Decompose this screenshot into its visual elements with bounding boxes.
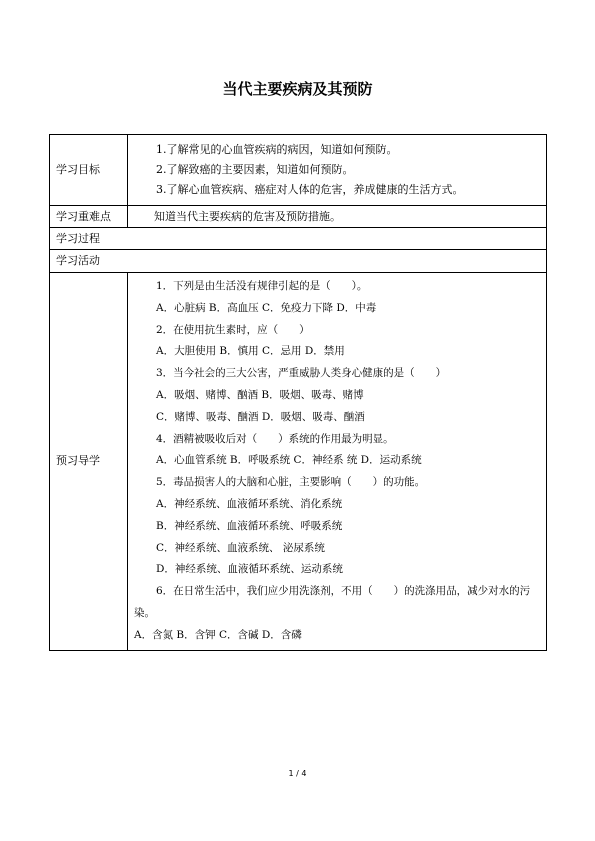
row-label-key-points: 学习重难点 [50,206,128,228]
preview-content [128,273,547,651]
question-line: 6．在日常生活中，我们应少用洗涤剂，不用（ ）的洗涤用品，减少对水的污染。 [134,585,531,619]
row-label-goals: 学习目标 [50,135,128,206]
question-line: 4．酒精被吸收后对（ ）系统的作用最为明显。 [156,432,394,445]
option-line: A．大胆使用 B．慎用 C．忌用 D．禁用 [156,345,345,358]
goal-item: 1.了解常见的心血管疾病的病因，知道如何预防。 [156,143,398,156]
option-line: C．赌博、吸毒、酗酒 D．吸烟、吸毒、酗酒 [156,410,365,423]
goals-content [128,135,547,206]
row-label-activity: 学习活动 [50,250,547,273]
key-points-content [128,206,547,228]
question-line: 1．下列是由生活没有规律引起的是（ ）。 [156,280,368,292]
option-line: A．吸烟、赌博、酗酒 B．吸烟、吸毒、赌博 [156,388,364,401]
option-line: A．含氮 B．含钾 C．含碱 D．含磷 [134,628,302,641]
document-title: 当代主要疾病及其预防 [222,80,373,98]
row-label-preview: 预习导学 [50,273,128,651]
option-line: A．心血管系统 B．呼吸系统 C．神经系 统 D．运动系统 [156,454,422,467]
page-number: 1 / 4 [288,769,307,778]
table-row-preview [50,273,547,651]
key-points-text: 知道当代主要疾病的危害及预防措施。 [154,209,341,223]
table-row-key-points [50,206,547,228]
row-label-process: 学习过程 [50,228,547,250]
table-row-activity [50,250,547,273]
option-line: B．神经系统、血液循环系统、呼吸系统 [156,519,343,532]
option-line: A．神经系统、血液循环系统、消化系统 [156,497,343,510]
goal-item: 3.了解心血管疾病、癌症对人体的危害，养成健康的生活方式。 [156,183,464,196]
option-line: D．神经系统、血液循环系统、运动系统 [156,563,343,576]
table-row-process [50,228,547,250]
option-line: A．心脏病 B．高血压 C．免疫力下降 D．中毒 [156,301,377,314]
table-row-goals [50,135,547,206]
question-line: 3．当今社会的三大公害，严重威胁人类身心健康的是（ ） [156,367,447,380]
question-line: 2．在使用抗生素时，应（ ） [156,323,310,336]
question-line: 5．毒品损害人的大脑和心脏，主要影响（ ）的功能。 [156,476,426,489]
goal-item: 2.了解致癌的主要因素，知道如何预防。 [156,163,354,176]
option-line: C．神经系统、血液系统、 泌尿系统 [156,541,325,554]
lesson-plan-table [49,134,547,651]
